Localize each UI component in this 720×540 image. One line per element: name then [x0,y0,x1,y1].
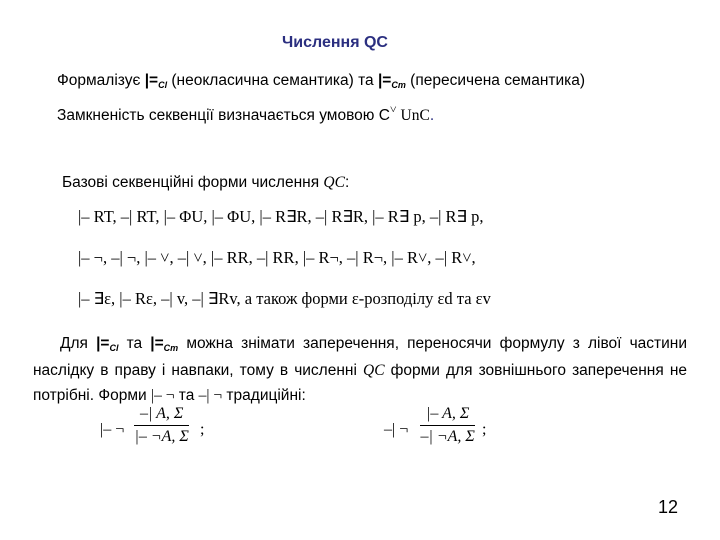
semantics-text-1: Формалізує [57,72,145,89]
rule-1-fraction [134,405,189,446]
closure-line [57,102,435,125]
paragraph-form-2: –| ¬ [198,387,223,404]
paragraph-text-1: Для [60,335,97,352]
forms-heading-text: Базові секвенційні форми числення [62,174,324,191]
vee-symbol: ˅ [389,102,397,116]
paragraph-subscript-cl: Cl [109,343,119,353]
rule-2-prefix: –| ¬ [384,421,409,438]
paragraph-form-1: |– ¬ [150,387,175,404]
paragraph-turnstile-cm: |= [150,335,164,352]
forms-row-2: |– ¬, –| ¬, |– ˅, –| ˅, |– RR, –| RR, |– R¬, –| R¬, |– R˅, –| R˅, [78,248,476,267]
rule-1-numerator: –| A, Σ [134,405,189,426]
rule-2-fraction [420,405,475,446]
semantics-line [57,72,585,90]
slide-title [0,34,670,52]
paragraph-text-4: форми для зовнішнього заперечення не потрібні. Форми [33,362,687,404]
semantics-text-3: (пересичена семантика) [405,72,586,89]
paragraph-turnstile-cl: |= [96,335,110,352]
forms-heading [62,174,349,192]
rule-2-denominator: –| ¬A, Σ [420,428,475,445]
forms-row-3: |– ∃ε, |– Rε, –| v, –| ∃Rv, а також форми ε-розподілу εd та εv [78,289,491,308]
turnstile-cm: |= [377,72,392,89]
forms-heading-colon: : [344,174,350,191]
slide-title-text: Числення QC [282,34,388,51]
forms-heading-calculus-name: QC [323,174,345,191]
closure-condition: UnC [396,107,430,124]
paragraph-text-5: та [174,387,199,404]
subscript-cl: Cl [158,80,168,90]
turnstile-cl: |= [144,72,159,89]
rule-1-end: ; [200,421,205,438]
paragraph-calculus-name: QC [363,362,385,379]
closure-dot: . [429,107,435,124]
paragraph-text-6: традиційні: [222,387,306,404]
rule-2-end: ; [482,421,487,438]
rule-1-prefix: |– ¬ [100,421,125,438]
paragraph-text-2: та [118,335,151,352]
closure-text: Замкненість секвенції визначається умовою C [57,107,390,124]
rule-2-numerator: |– A, Σ [420,405,475,426]
negation-paragraph [33,331,687,408]
paragraph-text-3: можна знімати заперечення, переносячи формулу з лівої частини наслідку в праву і навпаки, тому в численні [33,335,687,379]
semantics-text-2: (неокласична семантика) та [167,72,378,89]
paragraph-subscript-cm: Cm [163,343,179,353]
forms-row-1: |– RT, –| RT, |– ΦU, |– ΦU, |– R∃R, –| R∃R, |– R∃ p, –| R∃ p, [78,207,484,226]
rule-1-denominator: |– ¬A, Σ [134,428,189,445]
subscript-cm: Cm [391,80,406,90]
page-number: 12 [657,497,678,517]
